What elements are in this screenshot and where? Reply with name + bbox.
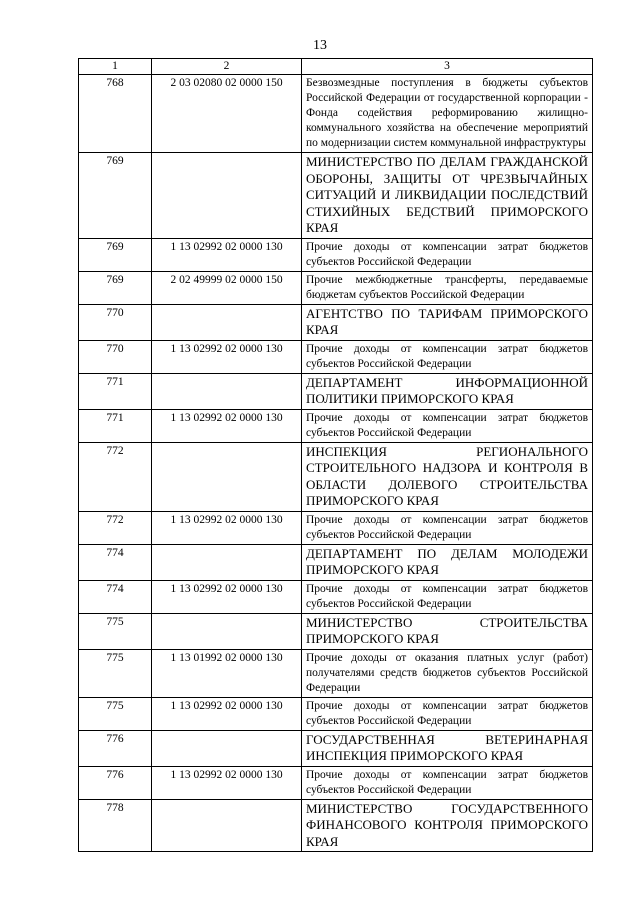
revenue-name-cell: Безвозмездные поступления в бюджеты субъектов Российской Федерации от государственной корпорации - Фонда содействия реформированию жилищно-коммунального хозяйства на обеспечение мероприятий по модернизации систем коммунальной инфраструктуры	[302, 75, 593, 153]
admin-code-cell: 770	[79, 304, 152, 340]
table-row	[79, 271, 593, 304]
revenue-code-cell: 1 13 02992 02 0000 130	[152, 580, 302, 613]
revenue-code-cell: 2 02 49999 02 0000 150	[152, 271, 302, 304]
administrator-name-cell: ИНСПЕКЦИЯ РЕГИОНАЛЬНОГО СТРОИТЕЛЬНОГО НАДЗОРА И КОНТРОЛЯ В ОБЛАСТИ ДОЛЕВОГО СТРОИТЕЛЬСТВА ПРИМОРСКОГО КРАЯ	[302, 442, 593, 511]
admin-code-cell: 772	[79, 442, 152, 511]
table-row	[79, 153, 593, 239]
table-row	[79, 75, 593, 153]
revenue-code-cell	[152, 730, 302, 766]
table-row	[79, 409, 593, 442]
header-col-2: 2	[152, 59, 302, 75]
admin-code-cell: 770	[79, 340, 152, 373]
table-row	[79, 442, 593, 511]
table-row	[79, 544, 593, 580]
table-row	[79, 238, 593, 271]
administrator-name-cell: ДЕПАРТАМЕНТ ИНФОРМАЦИОННОЙ ПОЛИТИКИ ПРИМОРСКОГО КРАЯ	[302, 373, 593, 409]
admin-code-cell: 768	[79, 75, 152, 153]
administrator-name-cell: МИНИСТЕРСТВО ПО ДЕЛАМ ГРАЖДАНСКОЙ ОБОРОНЫ, ЗАЩИТЫ ОТ ЧРЕЗВЫЧАЙНЫХ СИТУАЦИЙ И ЛИКВИДАЦИИ ПОСЛЕДСТВИЙ СТИХИЙНЫХ БЕДСТВИЙ ПРИМОРСКОГО КРАЯ	[302, 153, 593, 239]
table-row	[79, 511, 593, 544]
table-row	[79, 613, 593, 649]
revenue-code-cell	[152, 442, 302, 511]
revenue-code-cell	[152, 799, 302, 852]
revenue-name-cell: Прочие доходы от компенсации затрат бюджетов субъектов Российской Федерации	[302, 238, 593, 271]
table-row	[79, 649, 593, 697]
revenue-code-cell: 1 13 02992 02 0000 130	[152, 511, 302, 544]
admin-code-cell: 778	[79, 799, 152, 852]
revenue-code-cell	[152, 304, 302, 340]
admin-code-cell: 774	[79, 544, 152, 580]
table-row	[79, 799, 593, 852]
admin-code-cell: 769	[79, 153, 152, 239]
revenue-code-cell: 1 13 01992 02 0000 130	[152, 649, 302, 697]
revenue-name-cell: Прочие доходы от компенсации затрат бюджетов субъектов Российской Федерации	[302, 766, 593, 799]
table-row	[79, 697, 593, 730]
header-col-1: 1	[79, 59, 152, 75]
admin-code-cell: 771	[79, 373, 152, 409]
admin-code-cell: 775	[79, 697, 152, 730]
admin-code-cell: 769	[79, 271, 152, 304]
revenue-name-cell: Прочие межбюджетные трансферты, передаваемые бюджетам субъектов Российской Федерации	[302, 271, 593, 304]
revenue-code-cell: 1 13 02992 02 0000 130	[152, 340, 302, 373]
revenue-name-cell: Прочие доходы от оказания платных услуг (работ) получателями средств бюджетов субъектов Российской Федерации	[302, 649, 593, 697]
administrator-name-cell: ГОСУДАРСТВЕННАЯ ВЕТЕРИНАРНАЯ ИНСПЕКЦИЯ ПРИМОРСКОГО КРАЯ	[302, 730, 593, 766]
administrator-name-cell: ДЕПАРТАМЕНТ ПО ДЕЛАМ МОЛОДЕЖИ ПРИМОРСКОГО КРАЯ	[302, 544, 593, 580]
table-row	[79, 340, 593, 373]
admin-code-cell: 775	[79, 649, 152, 697]
admin-code-cell: 774	[79, 580, 152, 613]
revenue-code-cell	[152, 544, 302, 580]
administrator-name-cell: МИНИСТЕРСТВО ГОСУДАРСТВЕННОГО ФИНАНСОВОГО КОНТРОЛЯ ПРИМОРСКОГО КРАЯ	[302, 799, 593, 852]
revenue-name-cell: Прочие доходы от компенсации затрат бюджетов субъектов Российской Федерации	[302, 580, 593, 613]
revenue-code-cell: 1 13 02992 02 0000 130	[152, 238, 302, 271]
revenue-code-cell	[152, 613, 302, 649]
administrator-name-cell: МИНИСТЕРСТВО СТРОИТЕЛЬСТВА ПРИМОРСКОГО КРАЯ	[302, 613, 593, 649]
admin-code-cell: 775	[79, 613, 152, 649]
revenue-code-cell	[152, 153, 302, 239]
header-col-3: 3	[302, 59, 593, 75]
revenue-code-cell: 2 03 02080 02 0000 150	[152, 75, 302, 153]
revenue-name-cell: Прочие доходы от компенсации затрат бюджетов субъектов Российской Федерации	[302, 697, 593, 730]
revenue-name-cell: Прочие доходы от компенсации затрат бюджетов субъектов Российской Федерации	[302, 409, 593, 442]
table-header-row	[79, 59, 593, 75]
revenue-code-cell: 1 13 02992 02 0000 130	[152, 766, 302, 799]
table-row	[79, 304, 593, 340]
administrator-name-cell: АГЕНТСТВО ПО ТАРИФАМ ПРИМОРСКОГО КРАЯ	[302, 304, 593, 340]
table-row	[79, 730, 593, 766]
admin-code-cell: 769	[79, 238, 152, 271]
revenue-name-cell: Прочие доходы от компенсации затрат бюджетов субъектов Российской Федерации	[302, 340, 593, 373]
admin-code-cell: 776	[79, 766, 152, 799]
revenue-classification-table	[78, 58, 593, 852]
page-number: 13	[313, 38, 327, 53]
table-row	[79, 766, 593, 799]
table-row	[79, 580, 593, 613]
revenue-code-cell	[152, 373, 302, 409]
revenue-code-cell: 1 13 02992 02 0000 130	[152, 409, 302, 442]
admin-code-cell: 771	[79, 409, 152, 442]
admin-code-cell: 776	[79, 730, 152, 766]
admin-code-cell: 772	[79, 511, 152, 544]
revenue-code-cell: 1 13 02992 02 0000 130	[152, 697, 302, 730]
table-row	[79, 373, 593, 409]
revenue-name-cell: Прочие доходы от компенсации затрат бюджетов субъектов Российской Федерации	[302, 511, 593, 544]
